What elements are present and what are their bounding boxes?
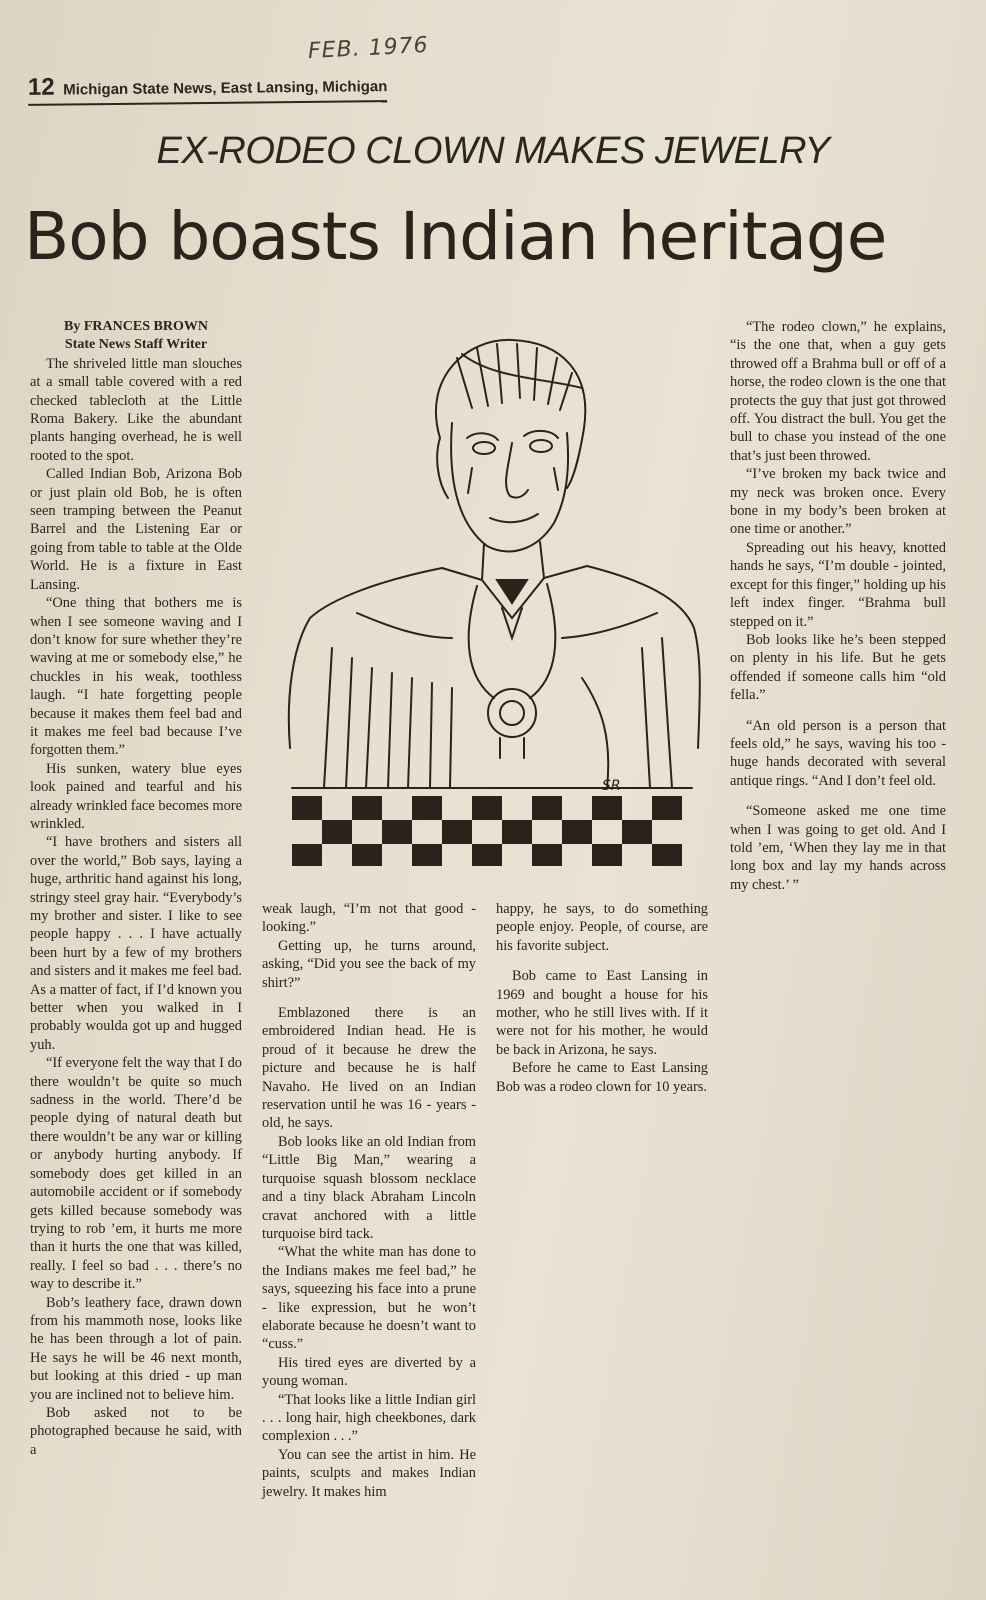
paragraph: weak laugh, “I’m not that good - looking.” [262,901,476,936]
paragraph: Bob looks like he’s been stepped on plenty in his life. But he gets offended if someone calls him “old fella.” [730,631,946,704]
staff-line: State News Staff Writer [64,337,208,353]
paragraph: His sunken, watery blue eyes look pained and tearful and his already wrinkled face becomes more wrinkled. [30,760,242,832]
paragraph: The shriveled little man slouches at a small table covered with a red checked tablecloth at the Little Roma Bakery. Like the abundant plants hanging overhead, he is well rooted to the spot. [30,355,242,464]
kicker-headline: EX-RODEO CLOWN MAKES JEWELRY [156,130,830,172]
paragraph: happy, he says, to do something people enjoy. People, of course, are his favorite subject. [496,901,708,954]
paragraph: “I have brothers and sisters all over the world,” Bob says, laying a huge, arthritic hand against his long, stringy steel gray hair. “Everybody’s my brother and sister. I like to see people happy . . . I have actually been hurt by a few of my brothers and sisters and it makes me feel bad. As a matter of fact, if I’d known you better when you walked in I probably woulda got up and hugged yuh. [30,834,242,1053]
paragraph: Bob asked not to be photographed because he said, with a [30,1404,242,1458]
column-2 [262,900,476,1501]
paragraph: Bob’s leathery face, drawn down from his mammoth nose, looks like he has been through a lot of pain. He says he will be 46 next month, but looking at this dried - up man you are inclined not to believe him. [30,1294,242,1403]
paragraph: Spreading out his heavy, knotted hands he says, “I’m double - jointed, except for this finger,” holding up his left index finger. “Brahma bull stepped on it.” [730,539,946,630]
paragraph: Getting up, he turns around, asking, “Did you see the back of my shirt?” [262,937,476,991]
paragraph: “What the white man has done to the Indians makes me feel bad,” he says, squeezing his face into a prune - like expression, but he won’t elaborate because he doesn’t want to “cuss.” [262,1244,476,1353]
paragraph: You can see the artist in him. He paints, sculpts and makes Indian jewelry. It makes him [262,1446,476,1500]
paragraph: Emblazoned there is an embroidered Indian head. He is proud of it because he drew the picture and because he is half Navaho. He lived on an Indian reservation until he was 16 - years - old, he says. [262,1005,476,1132]
paragraph: “If everyone felt the way that I do there wouldn’t be quite so much sadness in the world. There’d be people dying of natural death but there wouldn’t be any war or killing or anybody hurting anybody. If somebody does get killed in an automobile accident or if somebody gets killed because somebody was trying to rob ’em, it hurts me more than it hurts the one that was killed, really. I feel so bad . . . there’s no way to describe it.” [30,1055,242,1293]
paragraph: “That looks like a little Indian girl . . . long hair, high cheekbones, dark complexion . . .” [262,1391,476,1445]
paragraph: Bob looks like an old Indian from “Little Big Man,” wearing a turquoise squash blossom necklace and a tiny black Abraham Lincoln cravat anchored with a little turquoise bird tack. [262,1133,476,1242]
paragraph: “An old person is a person that feels old,” he says, waving his too - huge hands decorated with several antique rings. “And I don’t feel old. [730,717,946,789]
page-number: 12 [27,73,55,101]
column-1 [30,318,242,1459]
portrait-illustration [262,318,710,878]
paragraph: His tired eyes are diverted by a young woman. [262,1354,476,1390]
paragraph: “I’ve broken my back twice and my neck was broken once. Every bone in my body’s been broken at one time or another.” [730,466,946,538]
column-4 [730,318,946,894]
main-headline: Bob boasts Indian heritage [24,198,887,275]
artist-signature: SR [602,778,621,794]
column-3 [496,900,708,1096]
publication-line: Michigan State News, East Lansing, Michigan [63,78,388,99]
paragraph: “One thing that bothers me is when I see someone waving and I don’t know for sure whether they’re waving at me or somebody else,” he chuckles in his weak, toothless laugh. “I hate forgetting people because it makes them feel bad and it makes me feel bad because I’ve forgotten them.” [30,595,242,759]
paragraph: Before he came to East Lansing Bob was a rodeo clown for 10 years. [496,1060,708,1095]
paragraph: Bob came to East Lansing in 1969 and bought a house for his mother, who he still lives with. If it were not for his mother, he would be back in Arizona, he says. [496,968,708,1058]
paragraph: Called Indian Bob, Arizona Bob or just plain old Bob, he is often seen tramping between the Peanut Barrel and the Listening Ear or going from table to table at the Olde World. He is a fixture in East Lansing. [30,466,242,593]
paragraph: “Someone asked me one time when I was going to get old. And I told ’em, ‘When they lay me in that long box and lay my hands across my chest.’ ” [730,803,946,893]
handwritten-date: FEB. 1976 [307,32,430,65]
page-folio [28,70,388,106]
paragraph: “The rodeo clown,” he explains, “is the one that, when a guy gets throwed off a Brahma bull or off of a horse, the rodeo clown is the one that protects the guy that just got throwed off. You distract the bull. You get the bull to chase you instead of the one that’s just been throwed. [730,319,946,464]
byline: By FRANCES BROWN [64,319,208,334]
